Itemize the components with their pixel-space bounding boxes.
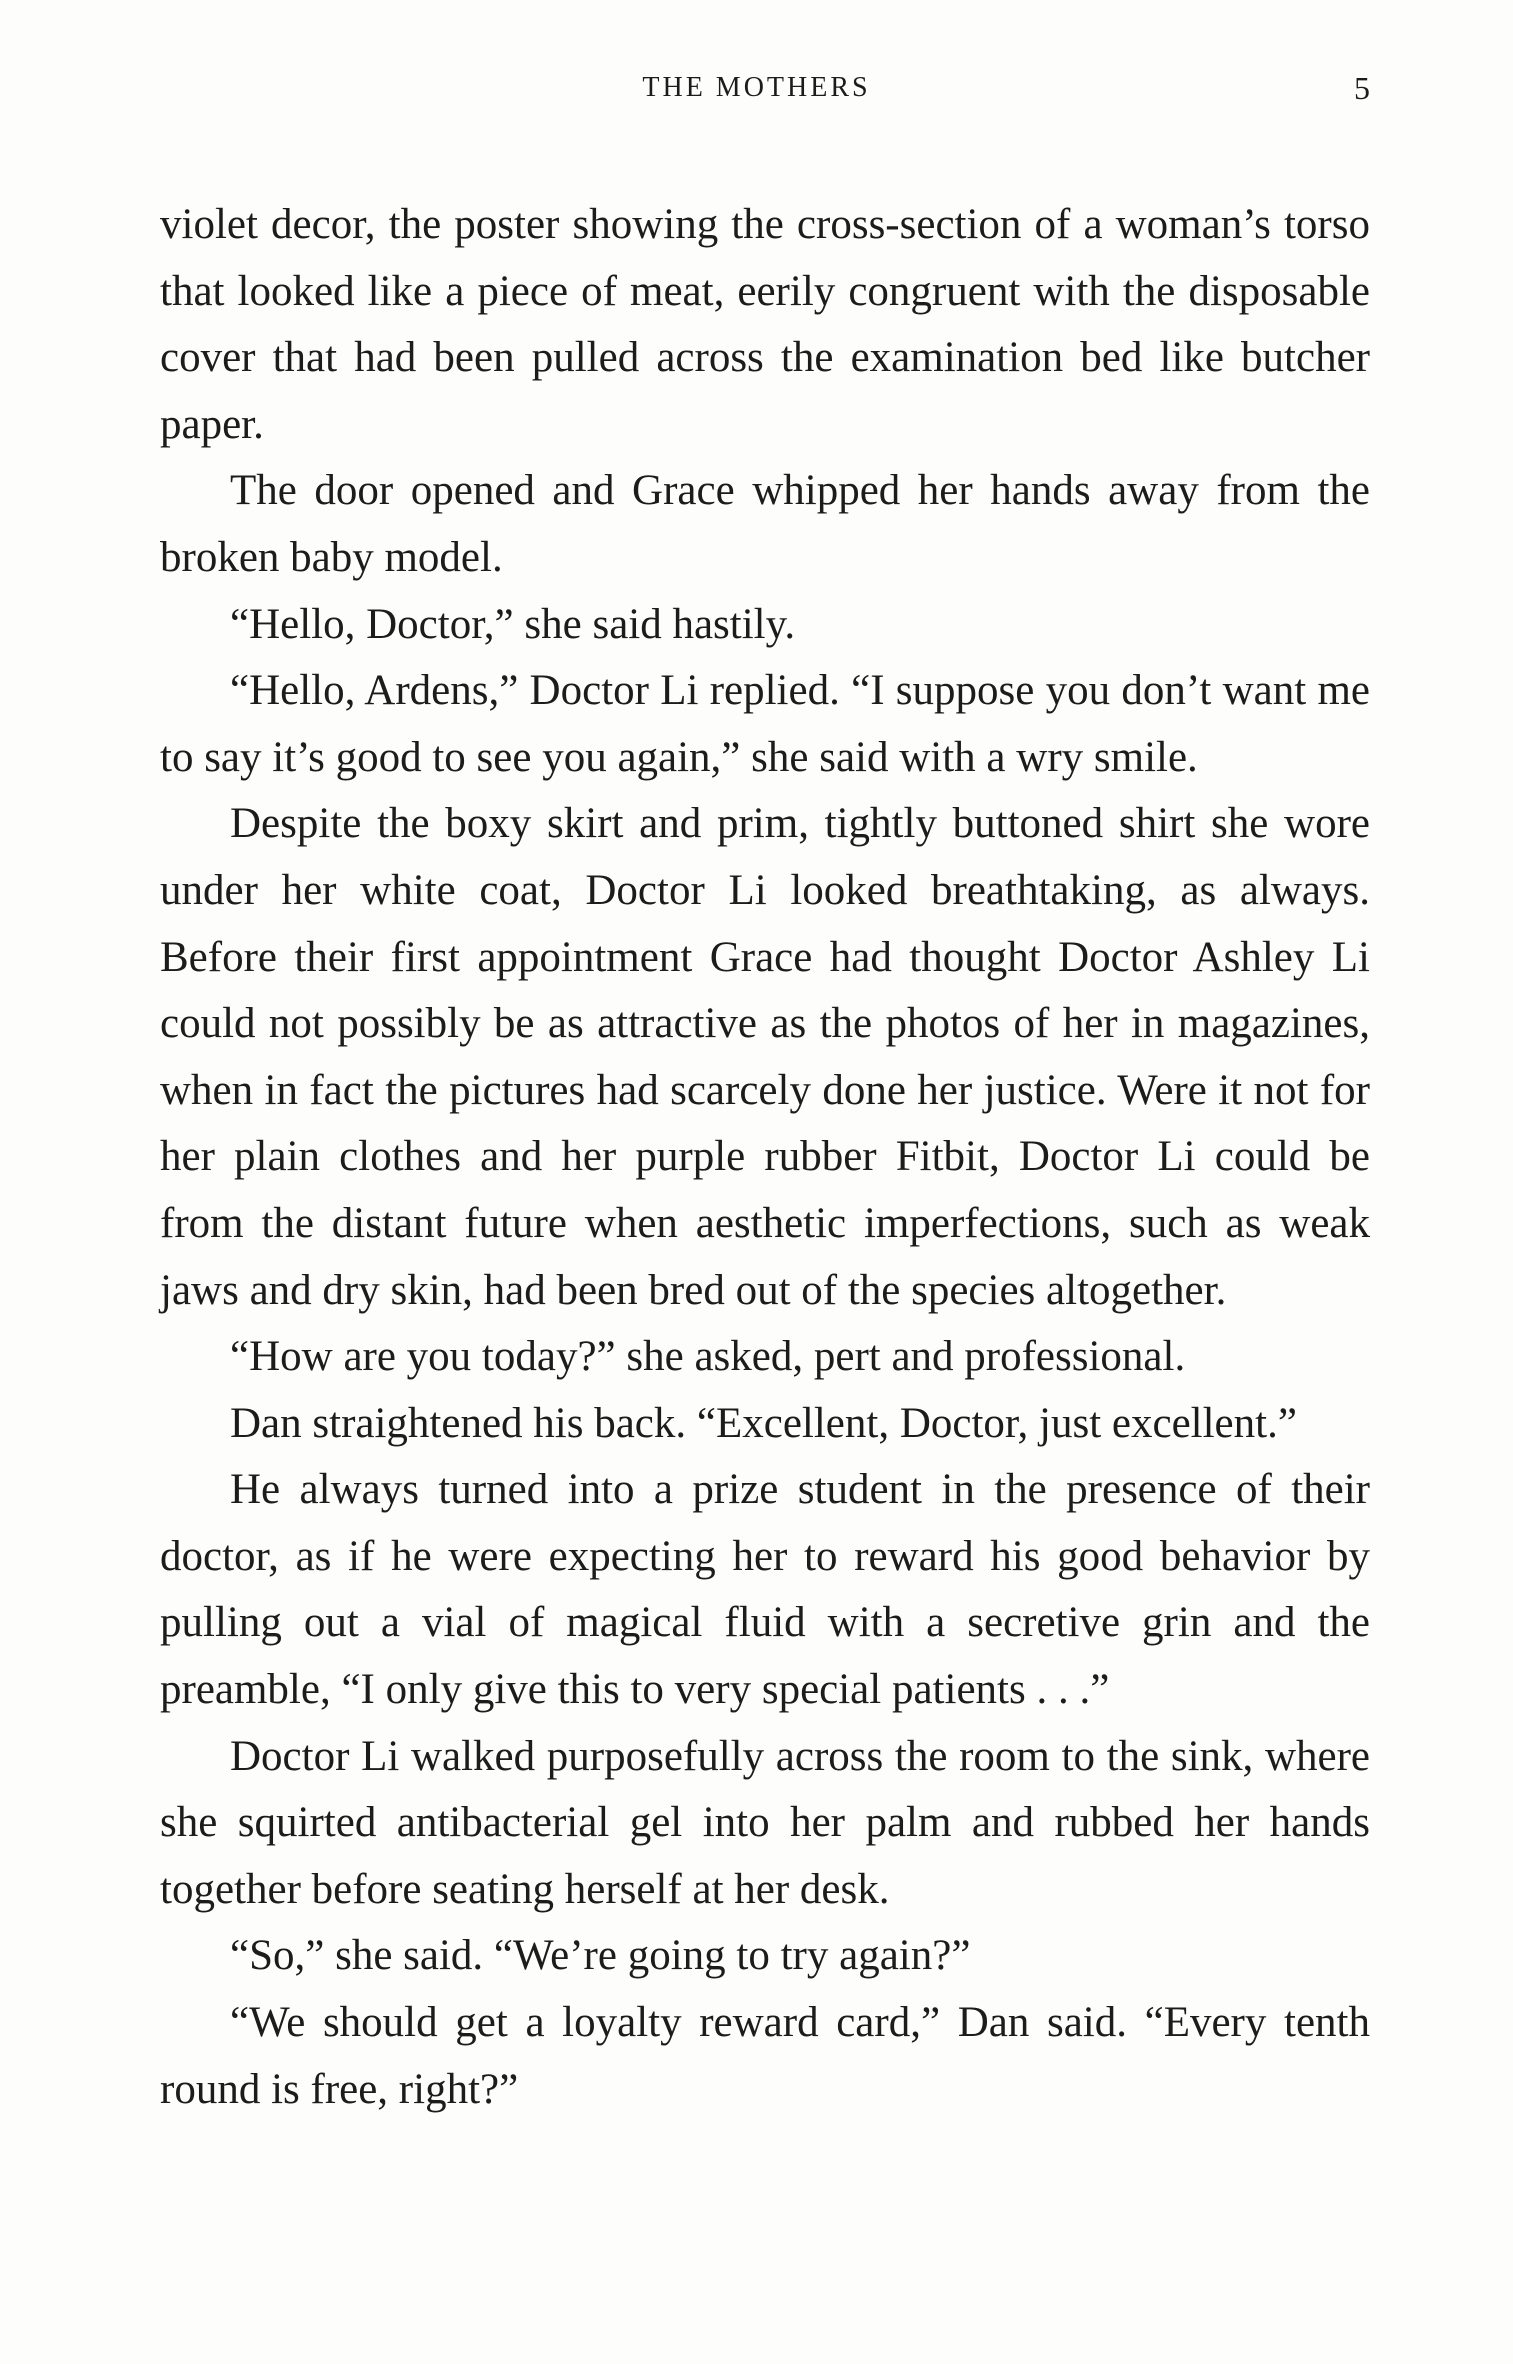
paragraph: Doctor Li walked purposefully across the room to the sink, where she squirted antibacterial gel into her palm and rubbed her hands together before seating herself at her desk. — [160, 1732, 1370, 1913]
paragraph: “Hello, Ardens,” Doctor Li replied. “I suppose you don’t want me to say it’s good to see you again,” she said with a wry smile. — [160, 667, 1370, 781]
running-head: THE MOTHERS — [642, 72, 871, 103]
page-number: 5 — [1354, 70, 1370, 106]
paragraph-continued: violet decor, the poster showing the cross-section of a woman’s torso that looked like a piece of meat, eerily congruent with the disposable cover that had been pulled across the examination bed like butcher paper. — [160, 201, 1370, 448]
paragraph: The door opened and Grace whipped her hands away from the broken baby model. — [160, 467, 1370, 581]
paragraph: “Hello, Doctor,” she said hastily. — [230, 600, 796, 648]
paragraph: Despite the boxy skirt and prim, tightly buttoned shirt she wore under her white coat, Doctor Li looked breathtaking, as always. Before their first appointment Grace had thought Doctor Ashley Li could not possibly be as attractive as the photos of her in magazines, when in fact the pictures had scarcely done her justice. Were it not for her plain clothes and her purple rubber Fitbit, Doctor Li could be from the distant future when aesthetic imperfections, such as weak jaws and dry skin, had been bred out of the species altogether. — [160, 800, 1370, 1314]
paragraph: “How are you today?” she asked, pert and professional. — [230, 1333, 1186, 1381]
paragraph: He always turned into a prize student in the presence of their doctor, as if he were expecting her to reward his good behavior by pulling out a vial of magical fluid with a secretive grin and the preamble, “I only give this to very special patients . . .” — [160, 1466, 1370, 1714]
paragraph: Dan straightened his back. “Excellent, Doctor, just excellent.” — [230, 1399, 1297, 1447]
paragraph: “So,” she said. “We’re going to try again?” — [230, 1932, 971, 1980]
body-text — [160, 192, 1370, 2123]
paragraph: “We should get a loyalty reward card,” Dan said. “Every tenth round is free, right?” — [160, 1999, 1370, 2113]
